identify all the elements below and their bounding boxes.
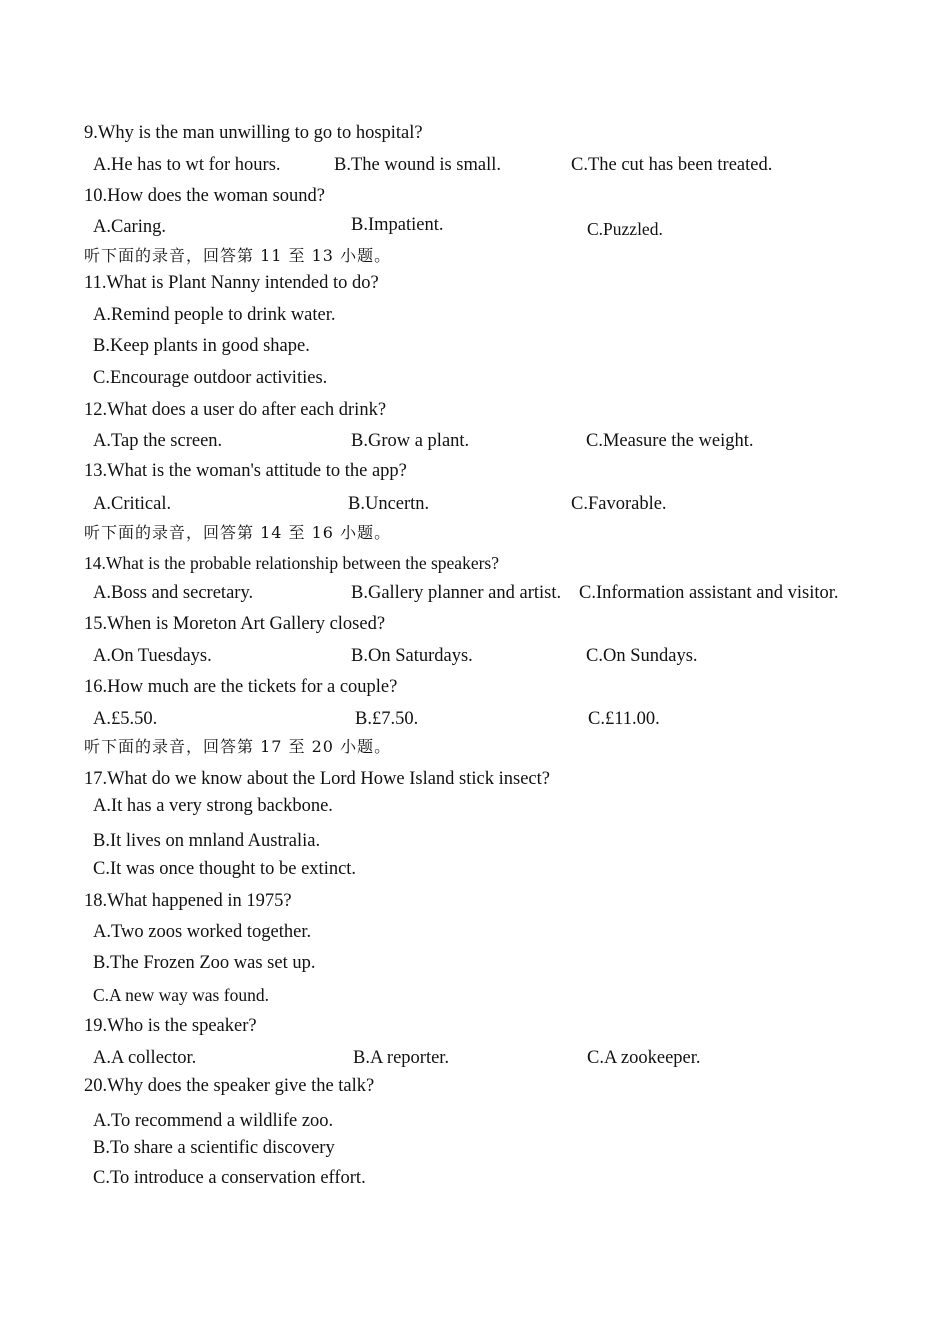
q13-option-a: A.Critical.: [93, 494, 172, 514]
section-heading-14-16: 听下面的录音，回答第 14 至 16 小题。: [84, 523, 392, 542]
q16-option-c: C.£11.00.: [588, 709, 660, 729]
question-20: 20.Why does the speaker give the talk?: [84, 1076, 375, 1096]
q11-option-c: C.Encourage outdoor activities.: [93, 368, 328, 388]
q10-option-b: B.Impatient.: [351, 215, 444, 235]
q15-option-a: A.On Tuesdays.: [93, 646, 212, 666]
question-19: 19.Who is the speaker?: [84, 1016, 257, 1036]
q17-option-b: B.It lives on mnland Australia.: [93, 831, 321, 851]
question-9: 9.Why is the man unwilling to go to hospital?: [84, 123, 423, 143]
q14-option-a: A.Boss and secretary.: [93, 583, 254, 603]
question-13: 13.What is the woman's attitude to the app?: [84, 461, 407, 481]
q9-option-b: B.The wound is small.: [334, 155, 502, 175]
q17-option-a: A.It has a very strong backbone.: [93, 796, 333, 816]
q20-option-a: A.To recommend a wildlife zoo.: [93, 1111, 334, 1131]
q10-option-c: C.Puzzled.: [587, 219, 663, 239]
q18-option-b: B.The Frozen Zoo was set up.: [93, 953, 316, 973]
q19-option-c: C.A zookeeper.: [587, 1048, 701, 1068]
q18-option-a: A.Two zoos worked together.: [93, 922, 312, 942]
question-10: 10.How does the woman sound?: [84, 186, 325, 206]
q17-option-c: C.It was once thought to be extinct.: [93, 859, 357, 879]
question-16: 16.How much are the tickets for a couple?: [84, 677, 398, 697]
q15-option-b: B.On Saturdays.: [351, 646, 473, 666]
q11-option-b: B.Keep plants in good shape.: [93, 336, 310, 356]
q19-option-a: A.A collector.: [93, 1048, 197, 1068]
question-11: 11.What is Plant Nanny intended to do?: [84, 273, 379, 293]
q13-option-b: B.Uncertn.: [348, 494, 430, 514]
q20-option-c: C.To introduce a conservation effort.: [93, 1168, 366, 1188]
q19-option-b: B.A reporter.: [353, 1048, 450, 1068]
q14-option-c: C.Information assistant and visitor.: [579, 583, 839, 603]
question-12: 12.What does a user do after each drink?: [84, 400, 387, 420]
question-18: 18.What happened in 1975?: [84, 891, 292, 911]
q12-option-c: C.Measure the weight.: [586, 431, 754, 451]
q20-option-b: B.To share a scientific discovery: [93, 1138, 335, 1158]
q15-option-c: C.On Sundays.: [586, 646, 698, 666]
question-17: 17.What do we know about the Lord Howe Island stick insect?: [84, 769, 550, 789]
q9-option-c: C.The cut has been treated.: [571, 155, 773, 175]
q16-option-a: A.£5.50.: [93, 709, 158, 729]
q9-option-a: A.He has to wt for hours.: [93, 155, 281, 175]
section-heading-17-20: 听下面的录音，回答第 17 至 20 小题。: [84, 737, 392, 756]
q18-option-c: C.A new way was found.: [93, 985, 269, 1005]
q14-option-b: B.Gallery planner and artist.: [351, 583, 562, 603]
question-15: 15.When is Moreton Art Gallery closed?: [84, 614, 386, 634]
q13-option-c: C.Favorable.: [571, 494, 667, 514]
q10-option-a: A.Caring.: [93, 217, 166, 237]
q11-option-a: A.Remind people to drink water.: [93, 305, 336, 325]
q12-option-b: B.Grow a plant.: [351, 431, 470, 451]
q16-option-b: B.£7.50.: [355, 709, 419, 729]
q12-option-a: A.Tap the screen.: [93, 431, 223, 451]
question-14: 14.What is the probable relationship between the speakers?: [84, 553, 499, 573]
section-heading-11-13: 听下面的录音，回答第 11 至 13 小题。: [84, 246, 392, 265]
